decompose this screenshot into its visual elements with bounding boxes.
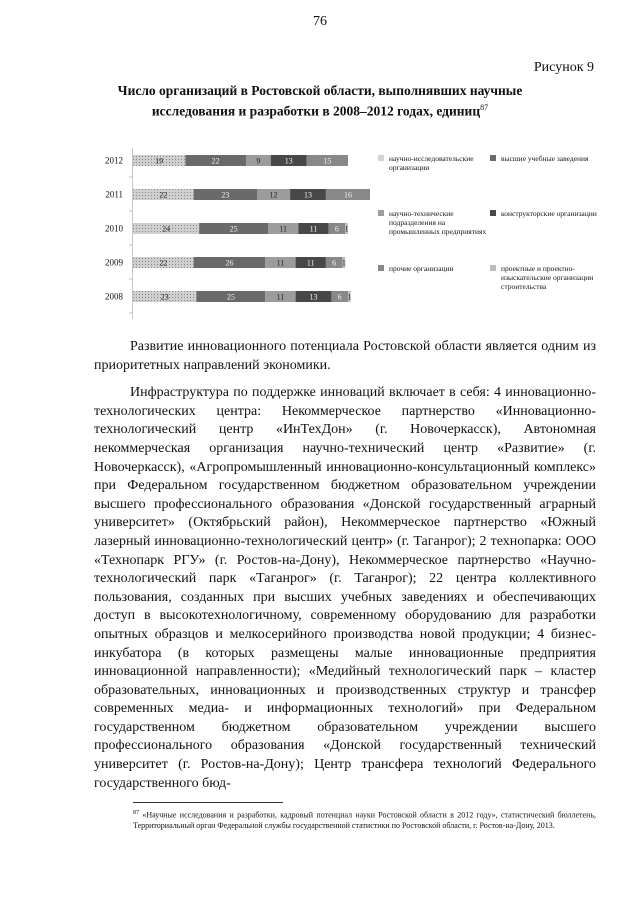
page-number: 76 [313,14,327,29]
data-label: 6 [334,224,339,234]
data-label: 26 [225,258,234,268]
y-tick-label: 2008 [105,291,123,302]
legend-label: научно-технические подразделения на промышленных предприятиях [389,209,487,236]
footnote-number: 87 [133,810,139,816]
legend-item [490,209,602,218]
y-tick-label: 2010 [105,223,123,234]
legend-swatch [490,155,496,161]
body-paragraph-2: Инфраструктура по поддержке инноваций включает в себя: 4 инновационно-технологических центра: Некоммерческое партнерство «Инновационно-технологический центр «ИнТехДон» (г. Новочеркасск), Автономная некоммерческая организация научно-технический центр «Развитие» (г. Новочеркасск), «Агропромышленный инновационно-консультационный комплекс» при Федеральном государственном бюджетном образовательном учреждении высшего профессионального образования «Донской государственный аграрный университет» (Октябрьский район), Некоммерческое партнерство «Южный лазерный инновационно-технологический центр» (г. Таганрог); 2 технопарка: ООО «Технопарк РГУ» (г. Ростов-на-Дону), Некоммерческое партнерство «Научно-технологический парк «Таганрог» (г. Таганрог); 22 центра коллективного пользования, созданных при высших учебных заведениях и обеспечивающих доступ в высокотехнологичному, современному оборудованию для разработки опытных образцов и мелкосерийного производства новой продукции; 4 бизнес-инкубатора (в которых размещены малые инновационные предприятия инновационной направленности); «Медийный технологический парк – кластер образовательных, инновационных и производственных структур и трансфер современных медиа- и информационных технологий» при Федеральном государственном бюджетном образовательном учреждении высшего профессионального образования «Донской государственный технический университет (г. Ростов-на-Дону); Центр трансфера технологий Федерального государственного бюд- [94,385,596,791]
footnote-ref: 87 [480,103,489,112]
body-text [94,338,596,793]
figure-title-line2: исследования и разработки в 2008–2012 годах, единиц [151,103,481,119]
legend-item [490,264,602,291]
data-label: 11 [279,224,288,234]
data-label: 9 [256,156,261,166]
legend-item [378,264,490,273]
legend-swatch [490,210,496,216]
data-label: 25 [226,292,235,302]
data-label: 6 [332,258,337,268]
y-tick-label: 2011 [105,189,123,200]
data-label: 15 [323,156,332,166]
data-label: 22 [211,156,220,166]
legend-swatch [378,155,384,161]
data-label: 11 [276,292,285,302]
legend-label: прочие организации [389,264,454,273]
legend-label: конструкторские организации [501,209,597,218]
data-label: 22 [159,258,168,268]
data-label: 11 [276,258,285,268]
data-label: 13 [309,292,318,302]
footnote [133,808,596,832]
y-tick-label: 2012 [105,155,123,166]
data-label: 1 [344,224,349,234]
legend-item [378,209,490,236]
footnote-divider [133,802,283,803]
body-paragraph-1: Развитие инновационного потенциала Ростовской области является одним из приоритетных направлений экономики. [94,339,596,373]
legend-swatch [490,265,496,271]
legend-label: научно-исследовательские организации [389,154,474,172]
stacked-bar-chart [90,146,610,336]
figure-title [80,82,560,120]
data-label: 13 [284,156,293,166]
legend-swatch [378,265,384,271]
data-label: 23 [221,190,230,200]
legend-label: высшие учебные заведения [501,154,589,163]
figure-label: Рисунок 9 [533,60,594,75]
data-label: 12 [269,190,278,200]
data-label: 13 [303,190,312,200]
data-label: 11 [309,224,318,234]
figure-title-line1: Число организаций в Ростовской области, выполнявших научные [117,83,523,98]
data-label: 24 [162,224,171,234]
chart-plot [90,146,380,336]
data-label: 22 [159,190,168,200]
legend-item [378,154,490,172]
footnote-text: «Научные исследования и разработки, кадровый потенциал науки Ростовской области в 2012 году», статистический бюллетень, Территориальный орган Федеральной службы государственной статистики по Ростовской области, г. Ростов-на-Дону, 2013. [133,810,597,831]
legend-item [490,154,602,163]
data-label: 1 [347,292,352,302]
data-label: 25 [229,224,238,234]
data-label: 11 [306,258,315,268]
legend-label: проектные и проектно-изыскательские организации строительства [501,264,594,291]
data-label: 19 [155,156,164,166]
data-label: 6 [337,292,342,302]
data-label: 23 [160,292,169,302]
data-label: 16 [343,190,352,200]
legend-swatch [378,210,384,216]
y-tick-label: 2009 [105,257,123,268]
data-label: 1 [341,258,346,268]
